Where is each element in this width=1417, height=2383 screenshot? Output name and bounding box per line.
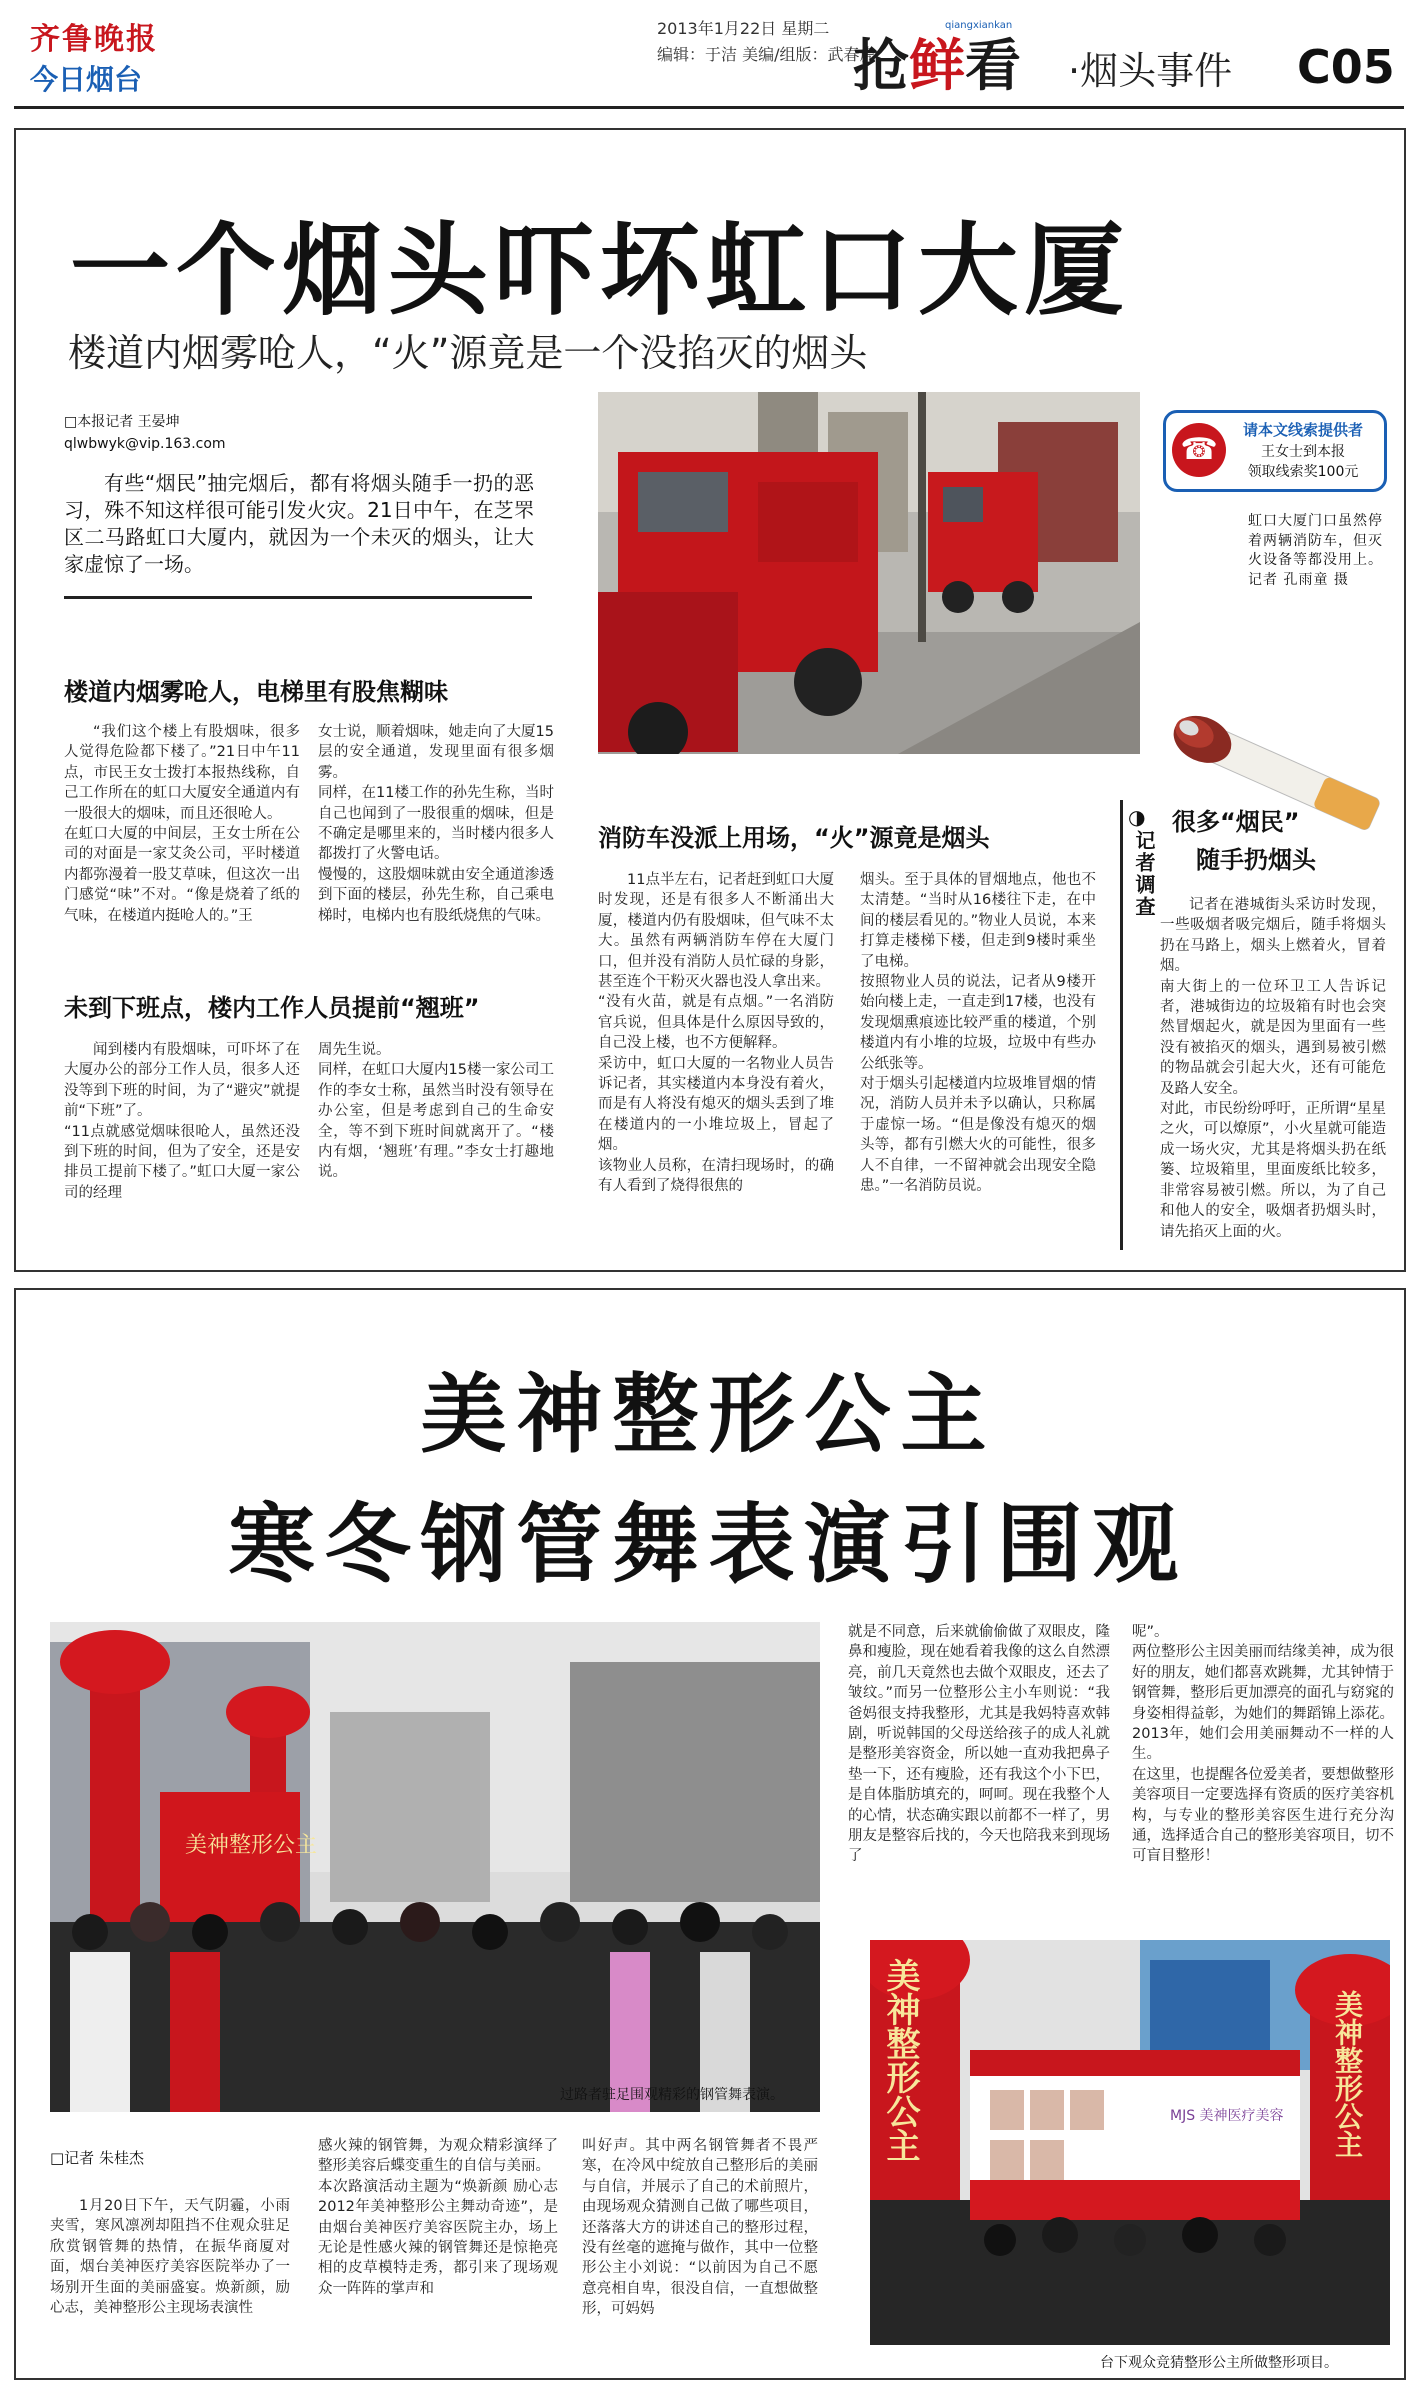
page-number: C05 — [1297, 40, 1395, 94]
hotline-box — [1163, 410, 1387, 492]
editor-line: 编辑：于洁 美编/组版：武春虎 — [657, 45, 876, 64]
fire-photo-caption: 虹口大厦门口虽然停着两辆消防车，但灭火设备等都没用上。 记者 孔雨童 摄 — [1248, 513, 1383, 588]
hotline-line1: 王女士到本报 — [1261, 444, 1345, 460]
stage-sign: MJS 美神医疗美容 — [1170, 2108, 1284, 2124]
section3-column2: 烟头。至于具体的冒烟地点，他也不太清楚。“当时从16楼往下走，在中间的楼层看见的。”物业人员说，本来打算走楼梯下楼，但走到9楼时乘坐了电梯。 按照物业人员的说法，记者从9楼开始向楼上走，一直走到17楼，也没有发现烟熏痕迹比较严重的楼道，个别楼道内有小堆的垃圾，垃圾中有些办公纸张等。 对于烟头引起楼道内垃圾堆冒烟的情况，消防人员并未予以确认，只称属于虚惊一场。“但是像没有熄灭的烟头等，都有引燃大火的可能性，很多人不自律，一不留神就会出现安全隐患。”一名消防员说。 — [860, 872, 1096, 1195]
masthead-meta — [657, 16, 875, 68]
hotline-line2: 领取线索奖100元 — [1247, 464, 1359, 480]
section2-heading: 未到下班点，楼内工作人员提前“翘班” — [64, 994, 480, 1022]
section1-column2: 女士说，顺着烟味，她走向了大厦15层的安全通道，发现里面有很多烟雾。 同样，在11楼工作的孙先生称，当时自己也闻到了一股很重的烟味，但是不确定是哪里来的，当时楼内很多人都拨打了火警电话。 慢慢的，这股烟味就由安全通道渗透到下面的楼层，孙先生称，自己乘电梯时，电梯内也有股纸烧焦的气味。 — [318, 724, 554, 924]
section-label: ·烟头事件 — [1068, 49, 1233, 93]
story1-email: qlwbwyk@vip.163.com — [64, 436, 226, 452]
story2-column1: 1月20日下午，天气阴霾，小雨夹雪，寒风凛冽却阻挡不住观众驻足欣赏钢管舞的热情，在振华商厦对面，烟台美神医疗美容医院举办了一场别开生面的美丽盛宴。焕新颜，励心志，美神整形公主现场表演性 — [50, 2198, 290, 2317]
lead-rule — [64, 596, 532, 599]
investigation-label: 记者调查 — [1132, 830, 1156, 918]
crowd-photo-caption: 过路者驻足围观精彩的钢管舞表演。 — [560, 2087, 784, 2103]
telephone-icon: ☎ — [1172, 423, 1226, 477]
sidebar-bullet-icon: ◑ — [1128, 805, 1146, 829]
column-logo-char-a: 抢 — [853, 33, 909, 99]
masthead-rule — [14, 106, 1404, 109]
section3-column1: 11点半左右，记者赶到虹口大厦时发现，还是有很多人不断涌出大厦，楼道内仍有股烟味，但气味不太大。虽然有两辆消防车停在大厦门口，但并没有消防人员忙碌的身影，甚至连个干粉灭火器也没人拿出来。 “没有火苗，就是有点烟。”一名消防官兵说，但具体是什么原因导致的，自己没上楼，也不方便解释。 采访中，虹口大厦的一名物业人员告诉记者，其实楼道内本身没有着火，而是有人将没有熄灭的烟头丢到了堆在楼道内的一小堆垃圾上，冒起了烟。 该物业人员称，在清扫现场时，的确有人看到了烧得很焦的 — [598, 872, 834, 1195]
story2-column2: 感火辣的钢管舞，为观众精彩演绎了整形美容后蝶变重生的自信与美丽。 本次路演活动主题为“焕新颜 励心志 2012年美神整形公主舞动奇迹”，是由烟台美神医疗美容医院主办，场上无论是性感火辣的钢管舞还是惊艳亮相的皮草模特走秀，都引来了现场观众一阵阵的掌声和 — [318, 2138, 558, 2297]
stage-photo-caption: 台下观众竞猜整形公主所做整形项目。 — [1100, 2355, 1338, 2371]
story2-column5: 呢”。 两位整形公主因美丽而结缘美神，成为很好的朋友，她们都喜欢跳舞，尤其钟情于钢管舞，整形后更加漂亮的面孔与窈窕的身姿相得益彰，为她们的舞蹈锦上添花。2013年，她们会用美丽舞动不一样的人生。 在这里，也提醒各位爱美者，要想做整形美容项目一定要选择有资质的医疗美容机构，与专业的整形美容医生进行充分沟通，选择适合自己的整形美容项目，切不可盲目整形！ — [1132, 1624, 1394, 1865]
fire-truck-photo — [598, 392, 1140, 754]
stage-banner-right: 美神整形公主 — [1331, 1990, 1364, 2158]
section1-column1: “我们这个楼上有股烟味，很多人觉得危险都下楼了。”21日中午11点，市民王女士拨打本报热线称，自己工作所在的虹口大厦安全通道内有一股很大的烟味，而且还很呛人。 在虹口大厦的中间层，王女士所在公司的对面是一家艾灸公司，平时楼道内都弥漫着一股艾草味，但这次一出门感觉“味”不对。“像是烧着了纸的气味，在楼道内挺呛人的。”王 — [64, 724, 300, 924]
story2-column3: 叫好声。其中两名钢管舞者不畏严寒，在冷风中绽放自己整形后的美丽与自信，并展示了自己的术前照片，由现场观众猜测自己做了哪些项目，还落落大方的讲述自己的整形过程，没有丝毫的遮掩与做作，其中一位整形公主小刘说：“以前因为自己不愿意亮相自卑，很没自信，一直想做整形，可妈妈 — [582, 2138, 818, 2318]
column-pinyin: qiangxiankan — [945, 20, 1013, 31]
column-logo-char-c: 看 — [965, 33, 1021, 99]
local-edition-label: 今日烟台 — [30, 63, 143, 96]
street-crowd-illustration — [50, 1622, 820, 2112]
newspaper-brand: 齐鲁晚报 — [30, 22, 158, 57]
section1-heading: 楼道内烟雾呛人，电梯里有股焦糊味 — [64, 678, 448, 706]
story1-byline: □本报记者 王晏坤 — [64, 414, 180, 430]
story2-headline-line1: 美神整形公主 — [420, 1365, 997, 1465]
story1-lead: 有些“烟民”抽完烟后，都有将烟头随手一扔的恶习，殊不知这样很可能引发火灾。21日中午，在芝罘区二马路虹口大厦内，就因为一个未灭的烟头，让大家虚惊了一场。 — [64, 471, 534, 576]
stage-banner-left: 美神整形公主 — [880, 1958, 920, 2162]
story1-headline: 一个烟头吓坏虹口大厦 — [70, 212, 1130, 329]
column-logo-char-b: 鲜 — [909, 33, 965, 99]
investigation-headline-1: 很多“烟民” — [1172, 808, 1300, 836]
section2-column1: 闻到楼内有股烟味，可吓坏了在大厦办公的部分工作人员，很多人还没等到下班的时间，为了“避灾”就提前“下班”了。 “11点就感觉烟味很呛人，虽然还没到下班的时间，但为了安全，还是安排员工提前下楼了。”虹口大厦一家公司的经理 — [64, 1042, 300, 1201]
stage-illustration — [870, 1940, 1390, 2345]
hotline-title: 请本文线索提供者 — [1242, 421, 1363, 439]
story1-subheadline: 楼道内烟雾呛人，“火”源竟是一个没掐灭的烟头 — [68, 331, 868, 375]
fire-truck-illustration — [598, 392, 1140, 754]
section3-heading: 消防车没派上用场，“火”源竟是烟头 — [598, 824, 990, 852]
crowd-photo — [50, 1622, 820, 2112]
investigation-headline-2: 随手扔烟头 — [1196, 846, 1316, 874]
sidebar-divider — [1120, 800, 1123, 1250]
story2-headline-line2: 寒冬钢管舞表演引围观 — [228, 1495, 1189, 1595]
section2-column2: 周先生说。 同样，在虹口大厦内15楼一家公司工作的李女士称，虽然当时没有领导在办公室，但是考虑到自己的生命安全，等不到下班时间就离开了。“楼内有烟，‘翘班’有理。”李女士打趣地说。 — [318, 1042, 554, 1181]
column-logo — [853, 22, 1021, 102]
date-line: 2013年1月22日 星期二 — [657, 19, 830, 38]
investigation-body: 记者在港城街头采访时发现，一些吸烟者吸完烟后，随手将烟头扔在马路上，烟头上燃着火，冒着烟。 南大街上的一位环卫工人告诉记者，港城街边的垃圾箱有时也会突然冒烟起火，就是因为里面有一些没有被掐灭的烟头，遇到易被引燃的物品就会引起大火，还有可能危及路人安全。 对此，市民纷纷呼吁，正所谓“星星之火，可以燎原”，小火星就可能造成一场火灾，尤其是将烟头扔在纸篓、垃圾箱里，里面废纸比较多，非常容易被引燃。所以，为了自己和他人的安全，吸烟者扔烟头时，请先掐灭上面的火。 — [1160, 897, 1386, 1240]
story2-column4: 就是不同意，后来就偷偷做了双眼皮，隆鼻和瘦脸，现在她看着我像的这么自然漂亮，前几天竟然也去做个双眼皮，还去了皱纹。”而另一位整形公主小车则说：“我爸妈很支持我整形，尤其是我妈特喜欢韩剧，听说韩国的父母送给孩子的成人礼就是整形美容资金，所以她一直劝我把鼻子垫一下，还有瘦脸，还有我这个小下巴，是自体脂肪填充的，呵呵。现在我整个人的心情，状态确实跟以前都不一样了，男朋友是整容后找的，今天也陪我来到现场了 — [848, 1624, 1110, 1865]
story2-byline: □记者 朱桂杰 — [50, 2149, 144, 2167]
crowd-stage-sign: 美神整形公主 — [185, 1833, 318, 1858]
stage-photo — [870, 1940, 1390, 2345]
